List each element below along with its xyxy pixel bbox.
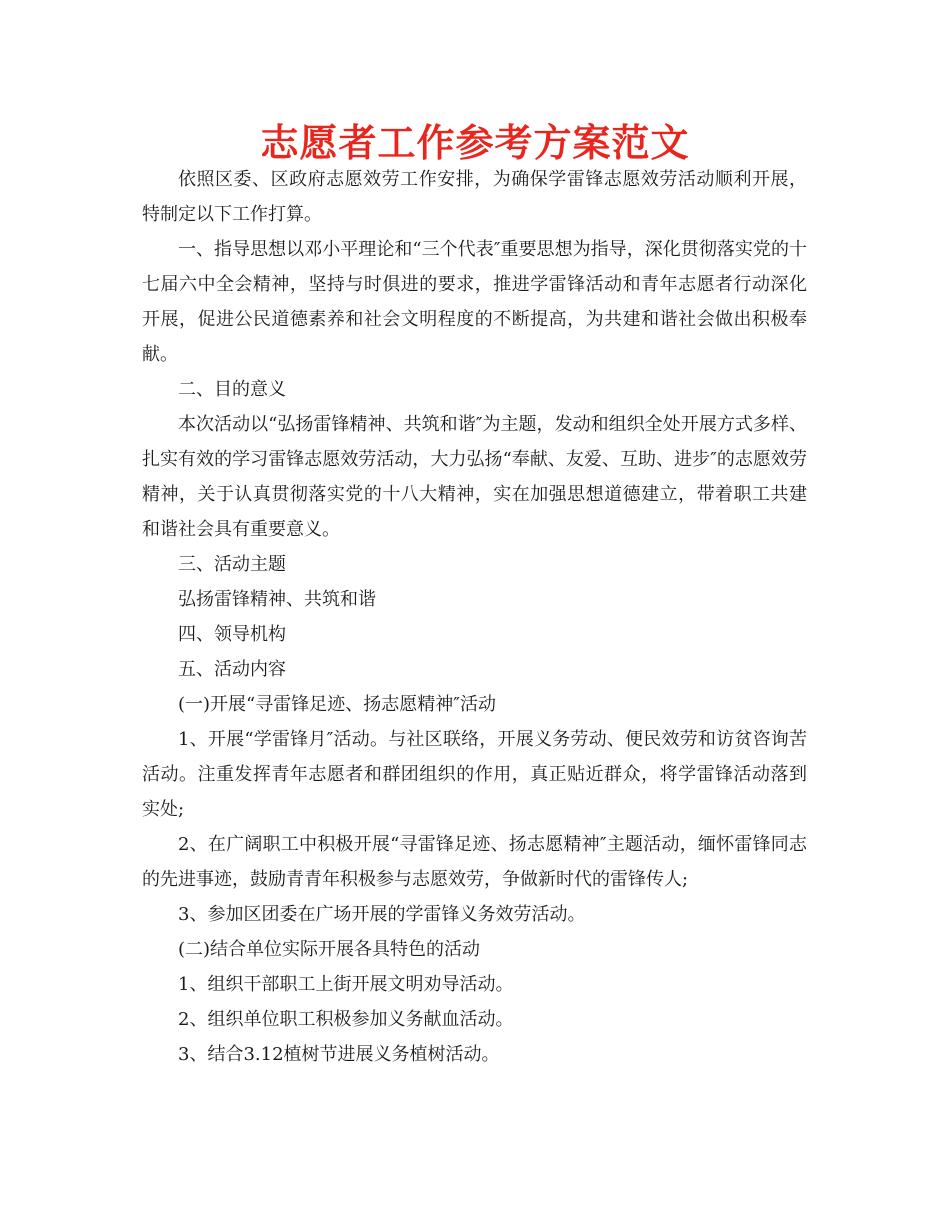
paragraph-guiding-ideology: 一、指导思想以邓小平理论和“三个代表″重要思想为指导，深化贯彻落实党的十七届六中全会精神，坚持与时俱进的要求，推进学雷锋活动和青年志愿者行动深化开展，促进公民道德素养和社会文明程度的不断提高，为共建和谐社会做出积极奉献。: [142, 239, 807, 365]
list-item: 2、在广阔职工中积极开展“寻雷锋足迹、扬志愿精神″主题活动，缅怀雷锋同志的先进事迹，鼓励青青年积极参与志愿效劳，争做新时代的雷锋传人;: [142, 834, 807, 890]
heading-content: 五、活动内容: [178, 659, 286, 680]
heading-leadership: 四、领导机构: [178, 624, 286, 645]
paragraph-purpose: 本次活动以“弘扬雷锋精神、共筑和谐″为主题，发动和组织全处开展方式多样、扎实有效的学习雷锋志愿效劳活动，大力弘扬“奉献、友爱、互助、进步″的志愿效劳精神，关于认真贯彻落实党的十八大精神，实在加强思想道德建立，带着职工共建和谐社会具有重要意义。: [142, 414, 807, 540]
document-title: 志愿者工作参考方案范文: [260, 121, 690, 165]
list-item: 1、开展“学雷锋月″活动。与社区联络，开展义务劳动、便民效劳和访贫咨询苦活动。注重发挥青年志愿者和群团组织的作用，真正贴近群众，将学雷锋活动落到实处;: [142, 729, 807, 820]
subheading-activity-1: (一)开展“寻雷锋足迹、扬志愿精神″活动: [178, 694, 496, 715]
document-body: [142, 162, 807, 1072]
subheading-activity-2: (二)结合单位实际开展各具特色的活动: [178, 939, 481, 960]
heading-purpose: 二、目的意义: [178, 379, 286, 400]
paragraph-theme: 弘扬雷锋精神、共筑和谐: [178, 589, 376, 610]
list-item: 1、组织干部职工上街开展文明劝导活动。: [178, 974, 514, 995]
paragraph-intro: 依照区委、区政府志愿效劳工作安排，为确保学雷锋志愿效劳活动顺利开展，特制定以下工作打算。: [142, 169, 807, 225]
list-item: 3、参加区团委在广场开展的学雷锋义务效劳活动。: [178, 904, 586, 925]
list-item: 2、组织单位职工积极参加义务献血活动。: [178, 1009, 514, 1030]
list-item: 3、结合3.12植树节进展义务植树活动。: [178, 1044, 500, 1065]
heading-theme: 三、活动主题: [178, 554, 286, 575]
